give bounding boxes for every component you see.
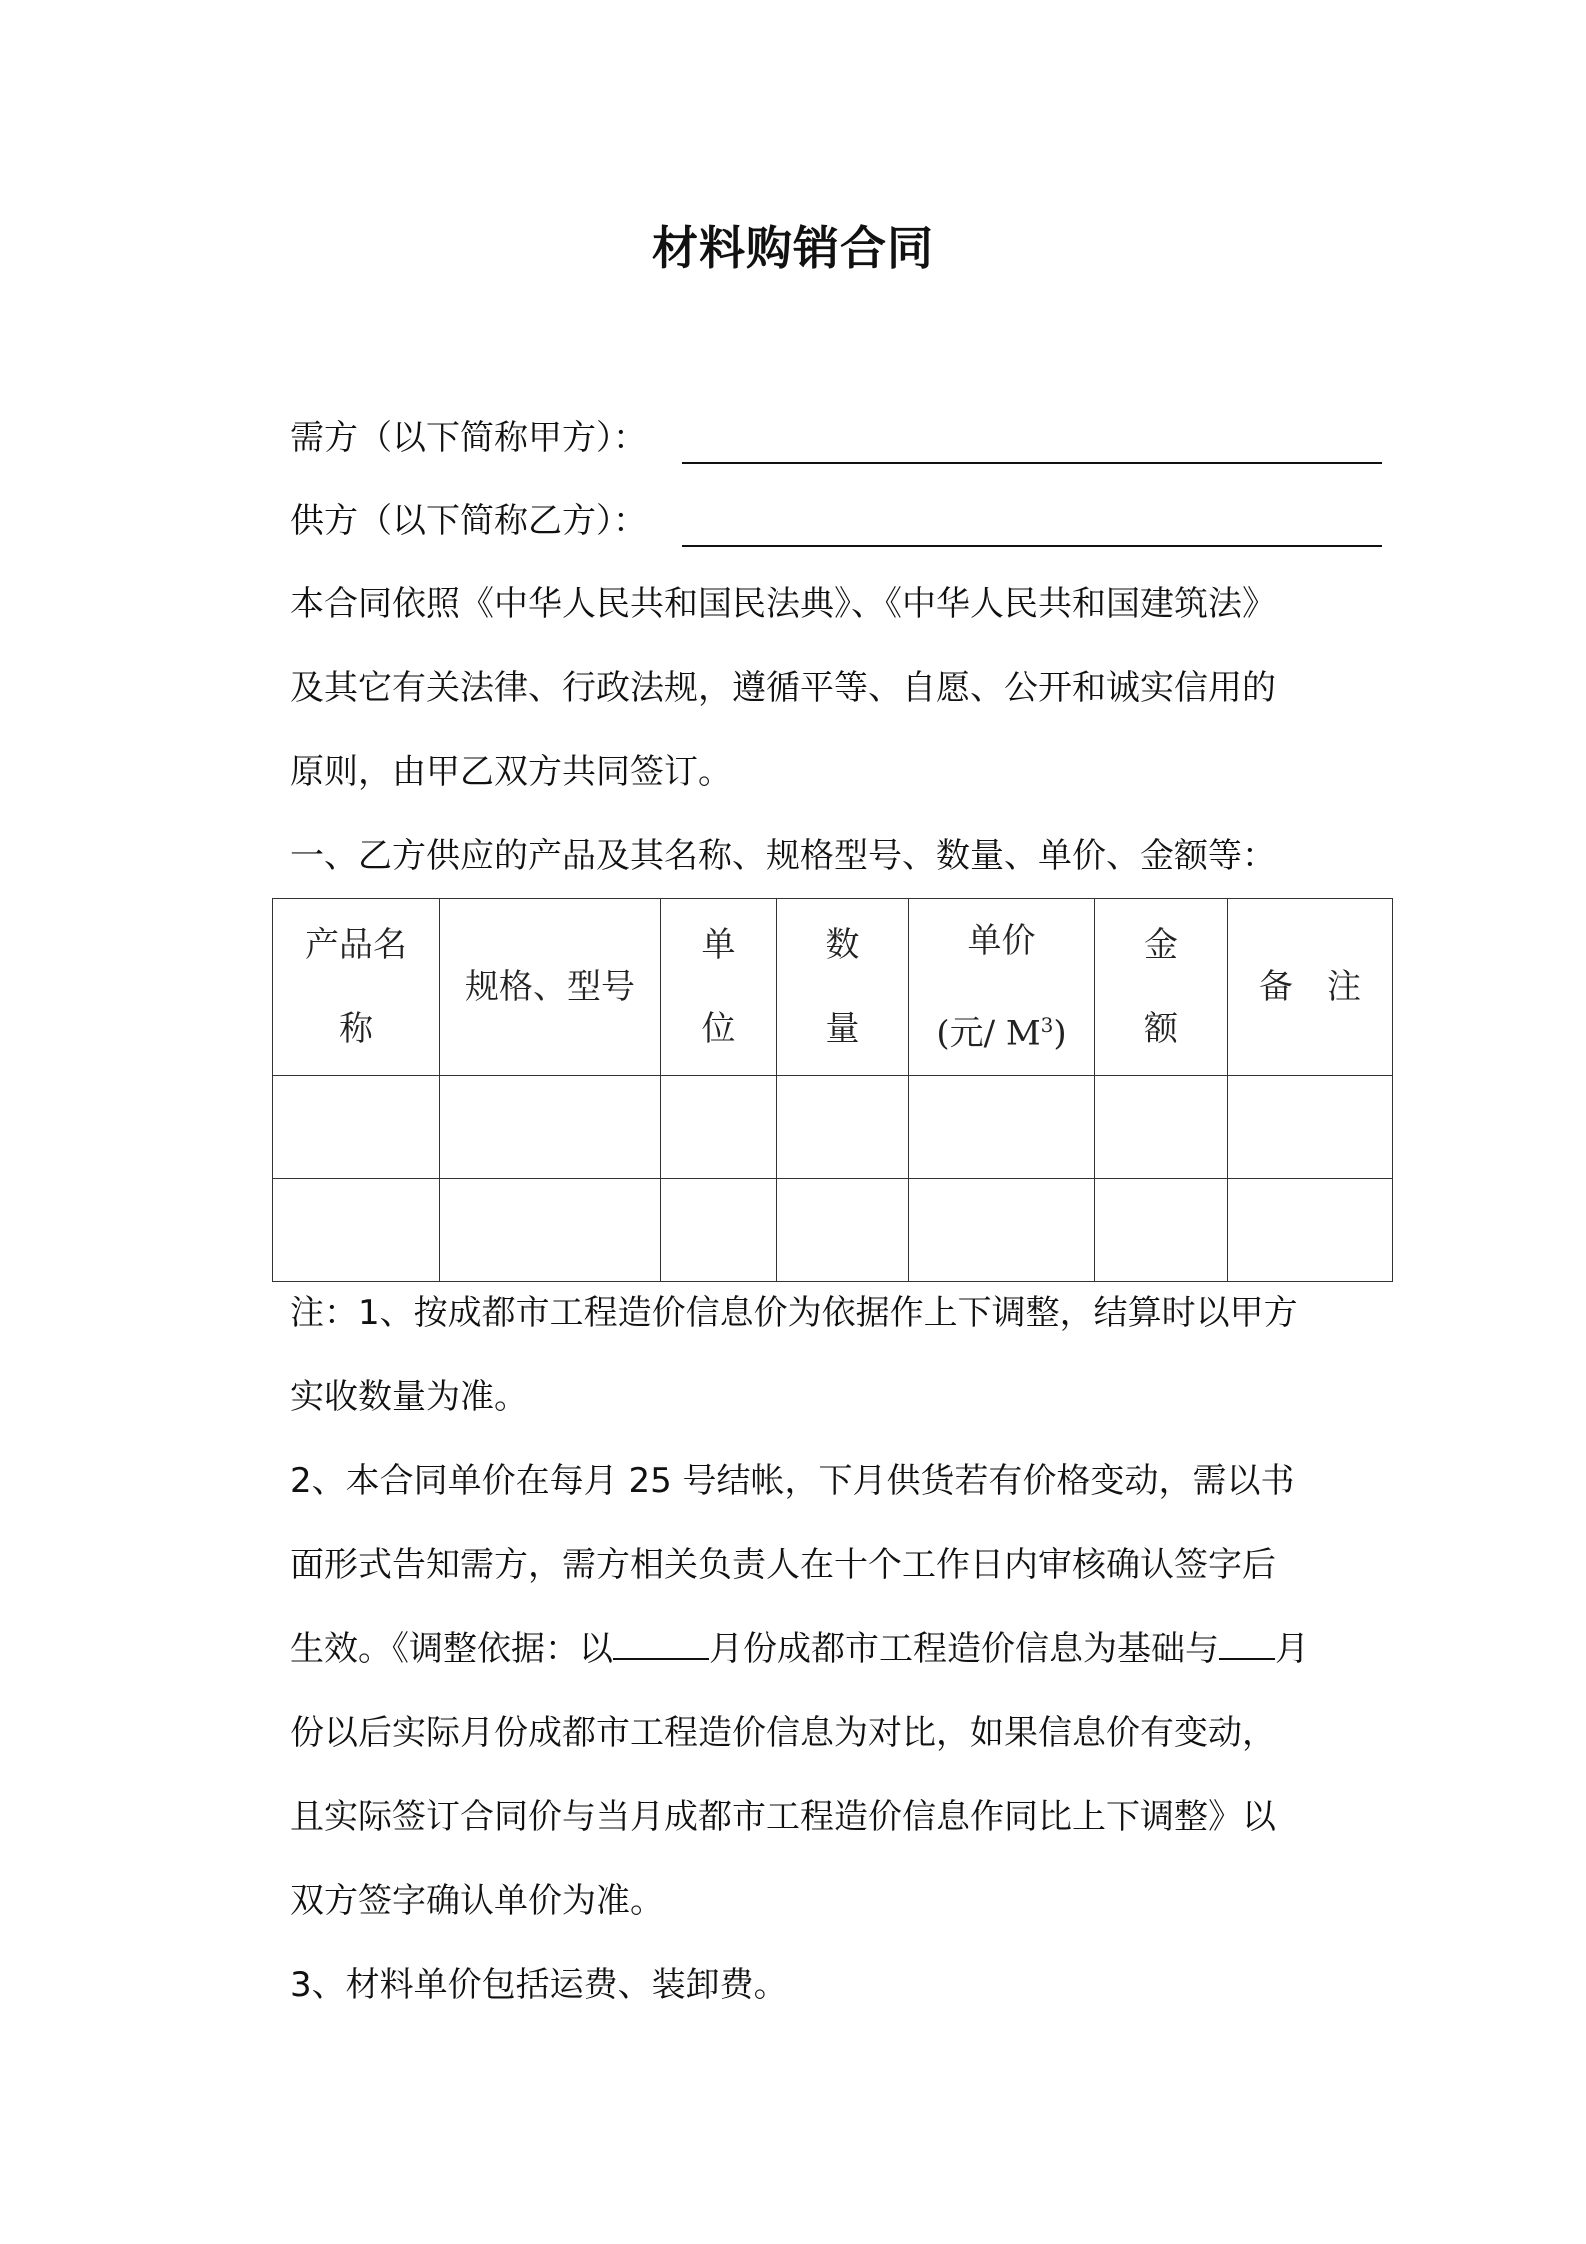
header-remark: 备 注	[1228, 899, 1393, 1076]
intro-line-3: 原则，由甲乙双方共同签订。	[290, 752, 732, 792]
note-2-line-5: 且实际签订合同价与当月成都市工程造价信息作同比上下调整》以	[290, 1797, 1276, 1837]
table-cell[interactable]	[661, 1179, 777, 1282]
table-row	[273, 1179, 1393, 1282]
note-2-line-3: 生效。《调整依据：以 月份成都市工程造价信息为基础与 月	[290, 1629, 1309, 1669]
month-blank-1[interactable]	[613, 1628, 709, 1660]
month-blank-2[interactable]	[1219, 1628, 1275, 1660]
product-table	[272, 898, 1393, 1282]
table-cell[interactable]	[777, 1076, 909, 1179]
table-cell[interactable]	[440, 1179, 661, 1282]
note-2-line-6: 双方签字确认单价为准。	[290, 1881, 664, 1921]
table-row	[273, 1076, 1393, 1179]
table-cell[interactable]	[1228, 1179, 1393, 1282]
table-cell[interactable]	[777, 1179, 909, 1282]
table-cell[interactable]	[1095, 1076, 1228, 1179]
section-1-heading: 一、乙方供应的产品及其名称、规格型号、数量、单价、金额等：	[290, 836, 1276, 876]
note-2-line-1: 2、本合同单价在每月 25 号结帐，下月供货若有价格变动，需以书	[290, 1461, 1295, 1501]
header-product-name: 产品名 称	[273, 899, 440, 1076]
table-cell[interactable]	[273, 1179, 440, 1282]
header-amount: 金 额	[1095, 899, 1228, 1076]
note-2-line-4: 份以后实际月份成都市工程造价信息为对比，如果信息价有变动，	[290, 1713, 1276, 1753]
party-b-label: 供方（以下简称乙方）：	[290, 501, 647, 541]
table-header-row	[273, 899, 1393, 1076]
table-cell[interactable]	[273, 1076, 440, 1179]
header-spec-model: 规格、型号	[440, 899, 661, 1076]
party-b-fill-line[interactable]	[682, 545, 1382, 547]
table-cell[interactable]	[909, 1076, 1095, 1179]
header-unit: 单 位	[661, 899, 777, 1076]
header-quantity: 数 量	[777, 899, 909, 1076]
party-a-label: 需方（以下简称甲方）：	[290, 418, 647, 458]
table-cell[interactable]	[1095, 1179, 1228, 1282]
document-title: 材料购销合同	[652, 221, 934, 275]
note-2-line-2: 面形式告知需方，需方相关负责人在十个工作日内审核确认签字后	[290, 1545, 1276, 1585]
intro-line-1: 本合同依照《中华人民共和国民法典》、《中华人民共和国建筑法》	[290, 584, 1276, 624]
table-cell[interactable]	[440, 1076, 661, 1179]
party-a-fill-line[interactable]	[682, 462, 1382, 464]
table-cell[interactable]	[661, 1076, 777, 1179]
note-1-line-1: 注：1、按成都市工程造价信息价为依据作上下调整，结算时以甲方	[290, 1293, 1298, 1333]
header-unit-price: 单价 (元/ $M^3$)	[909, 899, 1095, 1076]
table-cell[interactable]	[909, 1179, 1095, 1282]
note-1-line-2: 实收数量为准。	[290, 1377, 528, 1417]
intro-line-2: 及其它有关法律、行政法规，遵循平等、自愿、公开和诚实信用的	[290, 668, 1276, 708]
table-cell[interactable]	[1228, 1076, 1393, 1179]
note-3: 3、材料单价包括运费、装卸费。	[290, 1965, 788, 2005]
